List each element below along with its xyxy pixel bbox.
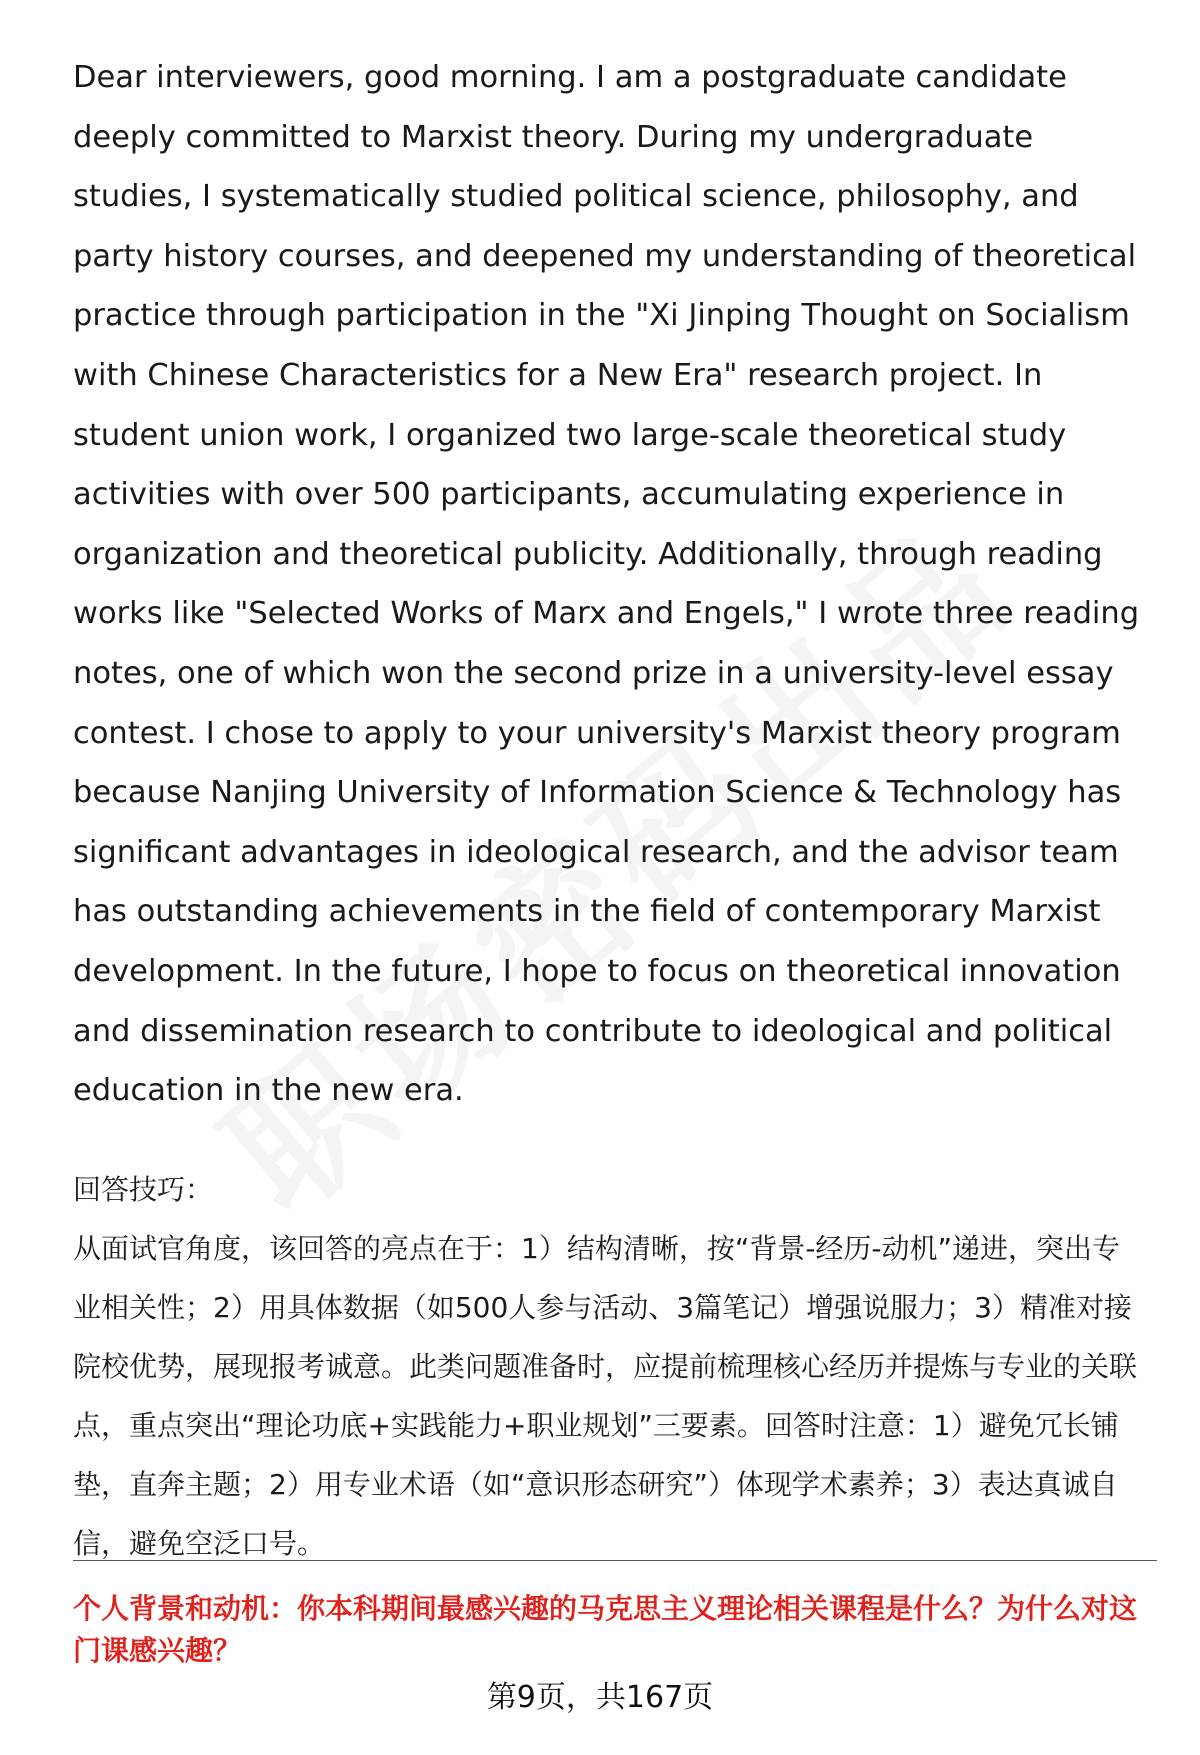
sample-answer-paragraph: Dear interviewers, good morning. I am a postgraduate candidate deeply committed to Marxist theory. During my undergraduate studies, I systematically studied political science, philosophy, and party history courses, and deepened my understanding of theoretical practice through participation in the "Xi Jinping Thought on Socialism with Chinese Characteristics for a New Era" research project. In student union work, I organized two large-scale theoretical study activities with over 500 participants, accumulating experience in organization and theoretical publicity. Additionally, through reading works like "Selected Works of Marx and Engels," I wrote three reading notes, one of which won the second prize in a university-level essay contest. I chose to apply to your university's Marxist theory program because Nanjing University of Information Science & Technology has significant advantages in ideological research, and the advisor team has outstanding achievements in the field of contemporary Marxist development. In the future, I hope to focus on theoretical innovation and dissemination research to contribute to ideological and political education in the new era. — [73, 60, 1140, 1109]
section-divider — [73, 1560, 1157, 1561]
answer-tips-paragraph: 从面试官角度，该回答的亮点在于：1）结构清晰，按“背景-经历-动机”递进，突出专业相关性；2）用具体数据（如500人参与活动、3篇笔记）增强说服力；3）精准对接院校优势，展现报考诚意。此类问题准备时，应提前梳理核心经历并提炼与专业的关联点，重点突出“理论功底+实践能力+职业规划”三要素。回答时注意：1）避免冗长铺垫，直奔主题；2）用专业术语（如“意识形态研究”）体现学术素养；3）表达真诚自信，避免空泛口号。 — [73, 1231, 1138, 1560]
page-number: 第9页，共167页 — [486, 1680, 714, 1715]
answer-tips-heading: 回答技巧： — [73, 1172, 214, 1206]
next-question-heading: 个人背景和动机：你本科期间最感兴趣的马克思主义理论相关课程是什么？为什么对这门课感兴趣？ — [73, 1592, 1138, 1667]
document-body — [73, 48, 1143, 1573]
